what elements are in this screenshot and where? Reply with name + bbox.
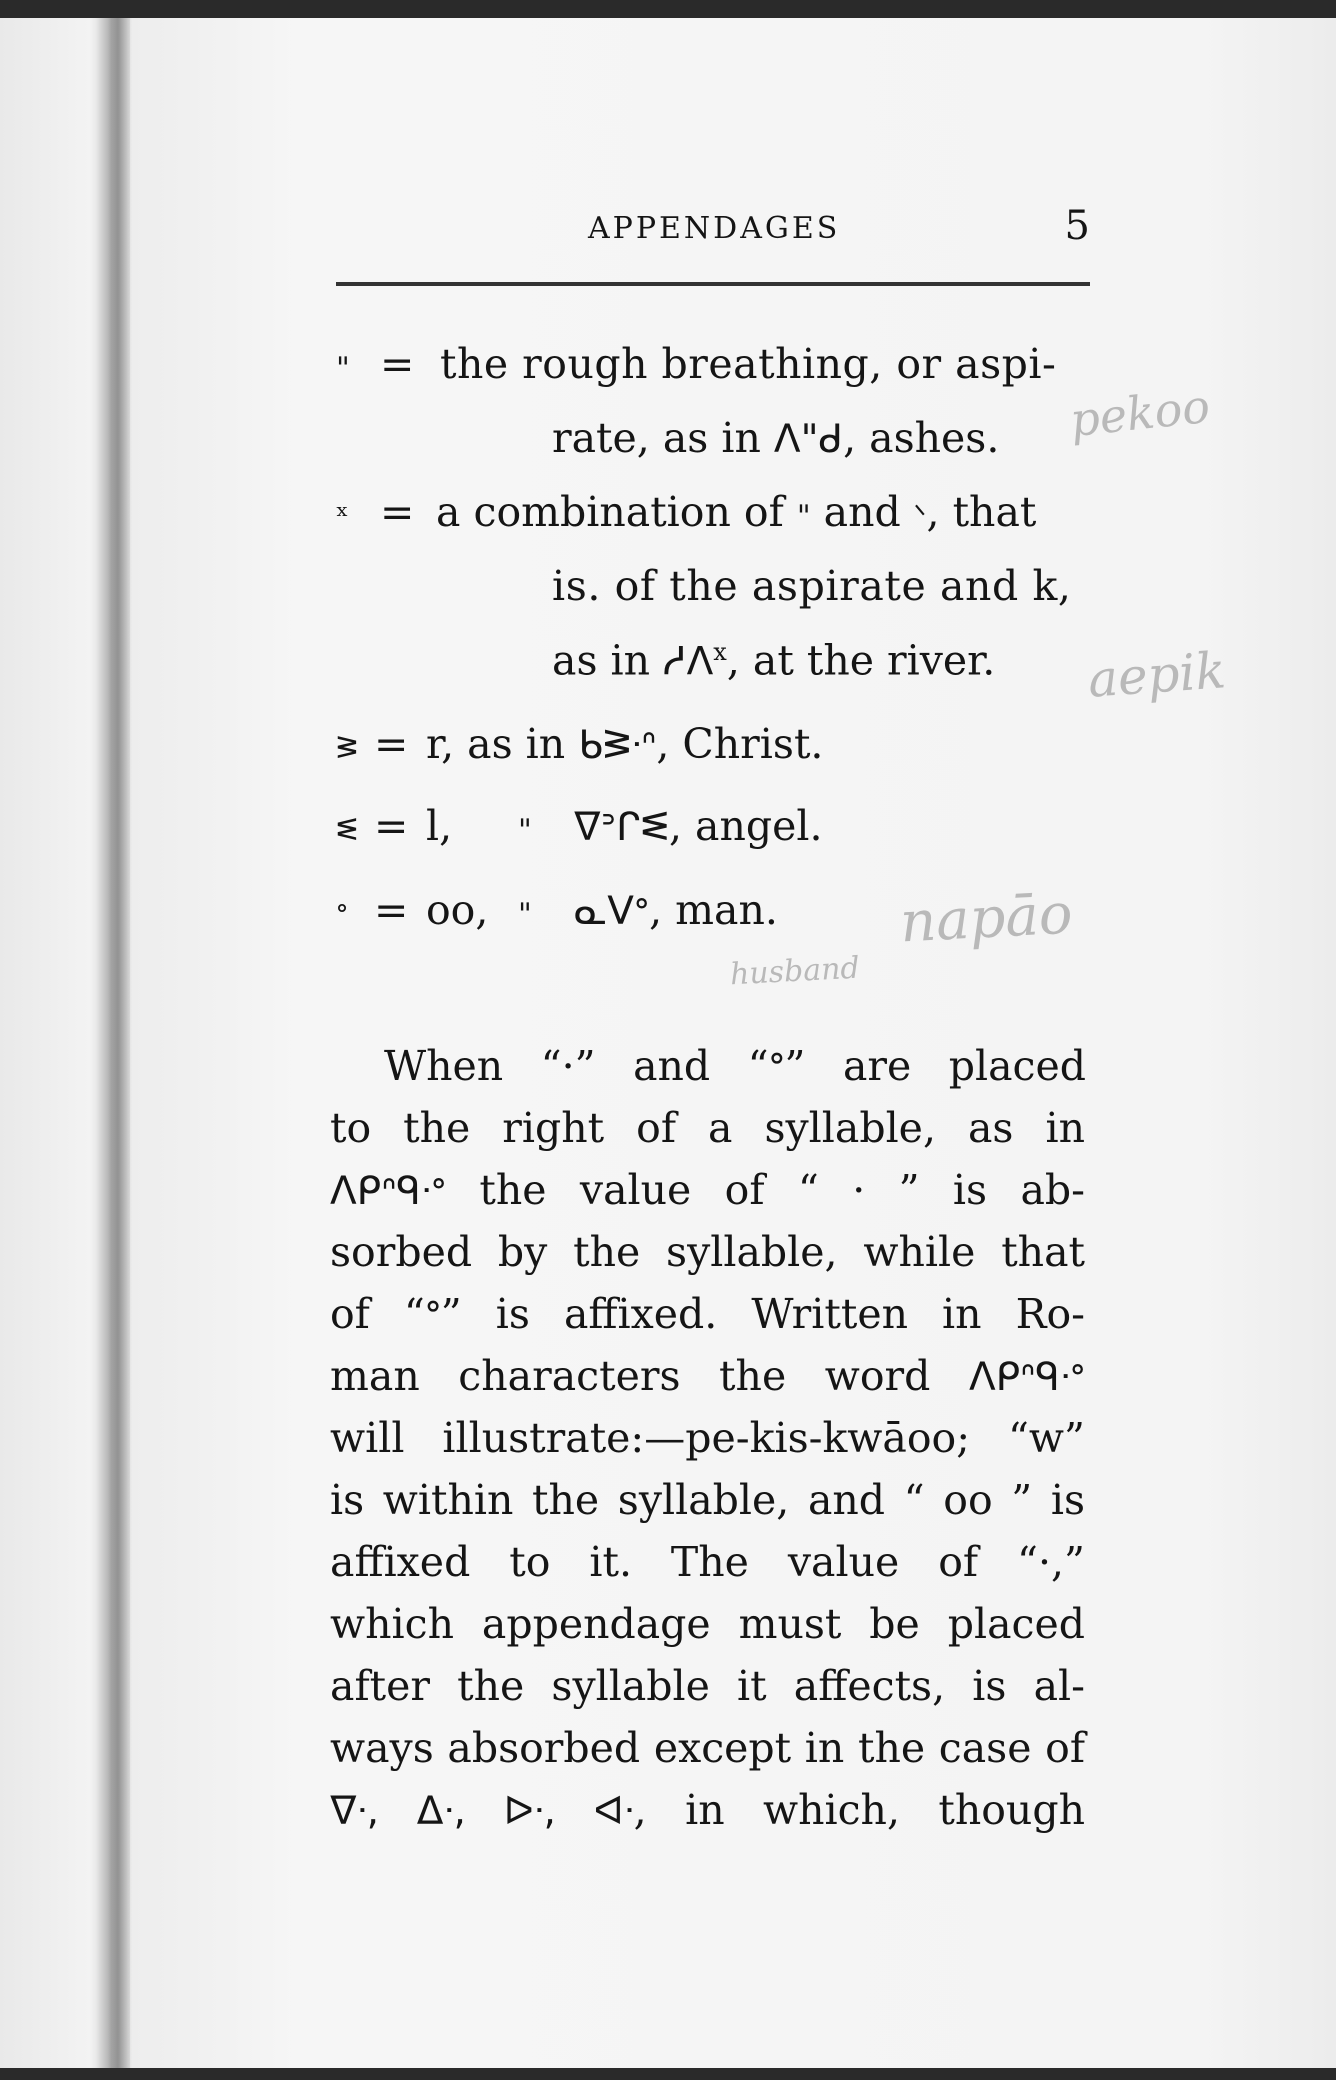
syllabic-word: ᐁᐧ, ᐃᐧ, ᐅᐧ, ᐊᐧ xyxy=(330,1789,634,1834)
syllabic-word: ᐱᑭᐢᑫᐧᐤ xyxy=(330,1169,447,1214)
text-span: , Christ. xyxy=(656,720,824,768)
paragraph-line xyxy=(330,1290,1085,1338)
text-span: and xyxy=(810,488,914,536)
definition-line-3 xyxy=(336,488,1037,536)
paragraph-line xyxy=(330,1228,1085,1276)
text-span: , that xyxy=(926,488,1037,536)
k-final-symbol: ᐠ xyxy=(913,499,927,534)
text-span: sorbed by the syllable, while that xyxy=(330,1228,1085,1276)
paragraph-line xyxy=(384,1042,1086,1090)
syllabic-word: ᐱᑭᐢᑫᐧᐤ xyxy=(968,1355,1085,1400)
text-span: as in xyxy=(552,636,664,685)
text-span: will illustrate:—pe-kis-kwāoo; “w” xyxy=(330,1414,1085,1462)
syllabic-word: ᓱᐱ xyxy=(663,639,714,685)
definition-line-2 xyxy=(552,414,1000,462)
text-span: When “·” and “ᐤ” are placed xyxy=(384,1042,1086,1090)
paragraph-line xyxy=(330,1104,1085,1152)
superscript-mark: x xyxy=(713,638,727,666)
text-span: , in which, though xyxy=(633,1786,1085,1834)
combination-symbol: ˣ xyxy=(336,499,349,534)
paragraph-line xyxy=(330,1724,1085,1772)
definition-line-6 xyxy=(336,720,824,768)
oo-symbol: ᐤ xyxy=(336,897,348,932)
book-page xyxy=(0,18,1336,2068)
header-rule xyxy=(336,282,1090,286)
aspirate-symbol: " xyxy=(796,499,811,534)
text-span: affixed to it. The value of “·,” xyxy=(330,1538,1085,1586)
ditto-mark: " xyxy=(518,813,532,848)
r-symbol: ᕒ xyxy=(336,731,358,766)
paragraph-line xyxy=(330,1352,1085,1400)
equals-sign: = xyxy=(374,886,409,934)
equals-sign: = xyxy=(374,720,409,768)
page-number: 5 xyxy=(1064,203,1090,249)
syllabic-word: ᐱ"ᑯ xyxy=(773,417,844,462)
definition-line-1 xyxy=(336,340,1057,388)
text-span: is within the syllable, and “ oo ” is xyxy=(330,1476,1085,1524)
handwritten-note-aepik: aepik xyxy=(1086,641,1228,709)
handwritten-note-husband: husband xyxy=(729,950,861,993)
text-span: , at the river. xyxy=(726,636,996,685)
running-head: APPENDAGES xyxy=(588,211,841,246)
syllabic-word: ᑲᕒᐧᐢ xyxy=(578,723,657,768)
text-span: to the right of a syllable, as in xyxy=(330,1104,1085,1152)
text-span: is. of the aspirate and k, xyxy=(552,562,1072,610)
text-span: ways absorbed except in the case of xyxy=(330,1724,1085,1772)
text-span: a combination of xyxy=(436,488,797,536)
equals-sign: = xyxy=(374,802,409,850)
definition-line-4 xyxy=(552,562,1072,610)
gutter-shadow xyxy=(96,18,130,2068)
text-span: which appendage must be placed xyxy=(330,1600,1085,1648)
syllabic-word: ᓇᐯᐤ xyxy=(574,889,650,934)
text-span: l, xyxy=(426,802,453,850)
paragraph-line xyxy=(330,1786,1085,1834)
text-span: of “ᐤ” is affixed. Written in Ro- xyxy=(330,1290,1085,1338)
paragraph-line xyxy=(330,1414,1085,1462)
text-span: , man. xyxy=(649,886,778,934)
paragraph-line xyxy=(330,1538,1085,1586)
text-span: r, as in xyxy=(426,720,579,768)
definition-line-8 xyxy=(336,886,778,934)
text-span: , angel. xyxy=(668,802,823,850)
page-header xyxy=(330,203,1090,263)
definition-line-5 xyxy=(552,636,996,685)
paragraph-line xyxy=(330,1166,1085,1214)
paragraph-line xyxy=(330,1600,1085,1648)
text-span: man characters the word xyxy=(330,1352,969,1400)
handwritten-note-pekoo: pekoo xyxy=(1067,378,1213,448)
syllabic-word: ᐁᐣᒋᓬ xyxy=(574,805,669,850)
paragraph-line xyxy=(330,1662,1085,1710)
definition-text: the rough breathing, or aspi- xyxy=(440,340,1057,388)
aspirate-symbol: " xyxy=(336,351,350,386)
ditto-mark: " xyxy=(518,897,532,932)
equals-sign: = xyxy=(380,488,415,536)
l-symbol: ᓬ xyxy=(336,813,358,848)
text-span: the value of “ · ” is ab- xyxy=(446,1166,1085,1214)
handwritten-note-napao: napāo xyxy=(898,881,1074,956)
equals-sign: = xyxy=(380,340,415,388)
text-span: oo, xyxy=(426,886,489,934)
paragraph-line xyxy=(330,1476,1085,1524)
text-span: rate, as in xyxy=(552,414,774,462)
definition-line-7 xyxy=(336,802,823,850)
text-span: , ashes. xyxy=(843,414,1000,462)
text-span: after the syllable it affects, is al- xyxy=(330,1662,1085,1710)
